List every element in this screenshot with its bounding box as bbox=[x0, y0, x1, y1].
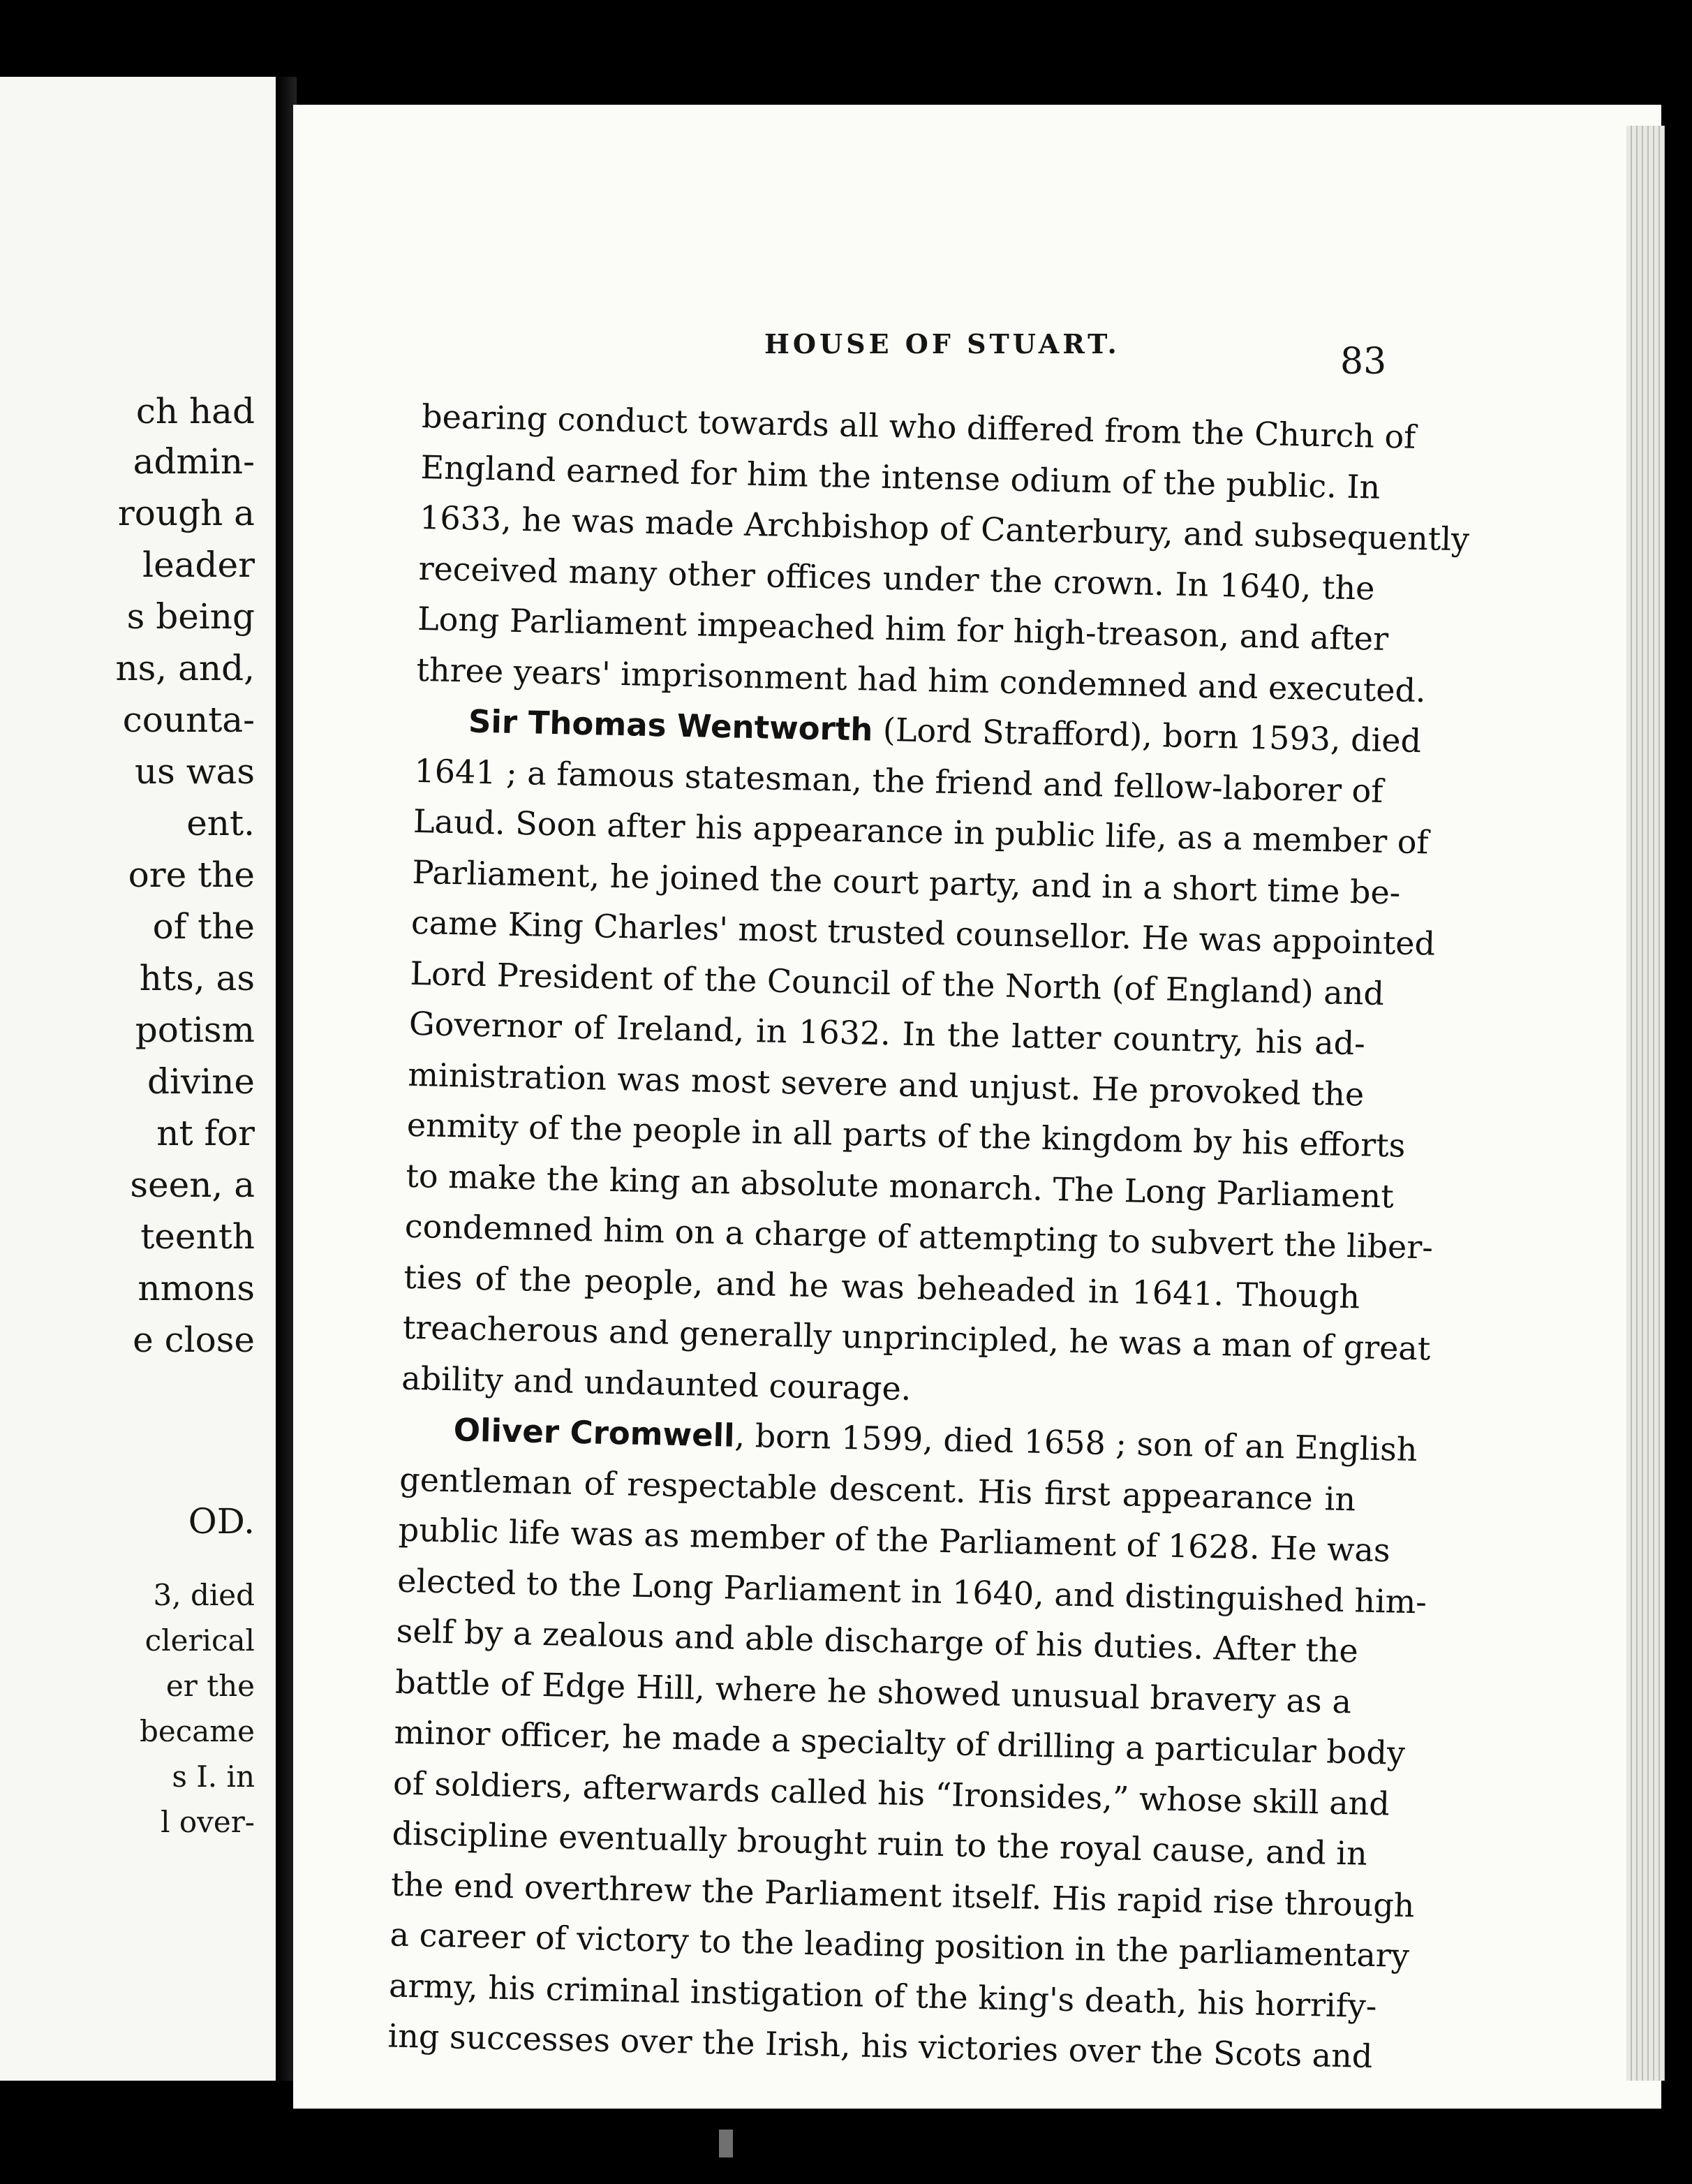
left-page-fragment: us was bbox=[134, 751, 255, 792]
text-line: bearing conduct towards all who differed from the Church of bbox=[421, 397, 1416, 456]
text-line: a career of victory to the leading position in the parliamentary bbox=[389, 1915, 1410, 1975]
text-line: 1641 ; a famous statesman, the friend and fellow-laborer of bbox=[414, 751, 1383, 810]
running-head: HOUSE OF STUART. bbox=[764, 328, 1120, 360]
left-page-fragment: became bbox=[140, 1714, 255, 1748]
text-line: Long Parliament impeached him for high-treason, and after bbox=[417, 599, 1389, 658]
text-line: came King Charles' most trusted counsellor. He was appointed bbox=[410, 903, 1436, 963]
text-line: elected to the Long Parliament in 1640, and distinguished him- bbox=[396, 1561, 1427, 1621]
text-line: gentleman of respectable descent. His first appearance in bbox=[399, 1460, 1356, 1518]
page-number: 83 bbox=[1340, 341, 1387, 383]
text-line: 1633, he was made Archbishop of Canterbury, and subsequently bbox=[419, 498, 1470, 559]
left-page-fragment: teenth bbox=[140, 1216, 255, 1257]
text-line: Lord President of the Council of the North (of England) and bbox=[409, 954, 1385, 1012]
text-line: ability and undaunted courage. bbox=[401, 1359, 912, 1408]
left-page-fragment: divine bbox=[147, 1061, 255, 1102]
left-page-fragment: nt for bbox=[156, 1113, 255, 1153]
text-line: ties of the people, and he was beheaded in 1641. Though bbox=[403, 1257, 1360, 1315]
left-page-fragment: er the bbox=[165, 1669, 255, 1703]
text-line: treacherous and generally unprincipled, he was a man of great bbox=[402, 1308, 1431, 1368]
page-edges bbox=[1626, 126, 1665, 2081]
left-page-fragment: counta- bbox=[122, 700, 255, 740]
text-line: enmity of the people in all parts of the kingdom by his efforts bbox=[406, 1105, 1406, 1165]
left-page-fragment: ore the bbox=[128, 855, 255, 895]
left-page-fragment: s being bbox=[126, 596, 255, 637]
text-line: three years' imprisonment had him condemned and executed. bbox=[416, 650, 1427, 709]
text-line: Parliament, he joined the court party, and in a short time be- bbox=[412, 853, 1401, 911]
left-page-fragment: l over- bbox=[161, 1805, 255, 1839]
left-page-fragment: s I. in bbox=[172, 1759, 255, 1794]
scan-artifact bbox=[719, 2130, 733, 2157]
left-page-fragment: nmons bbox=[138, 1268, 255, 1308]
left-page-fragment: clerical bbox=[144, 1623, 255, 1658]
left-page-fragment: e close bbox=[133, 1320, 255, 1360]
entry-name-wentworth: Sir Thomas Wentworth bbox=[468, 702, 873, 748]
left-page-fragment: potism bbox=[135, 1010, 255, 1050]
facing-page-left bbox=[0, 77, 279, 2081]
text-line: minor officer, he made a specialty of drilling a particular body bbox=[394, 1713, 1406, 1772]
body-text bbox=[387, 391, 1470, 2081]
text-line: ing successes over the Irish, his victories over the Scots and bbox=[387, 2016, 1373, 2076]
left-page-fragment: admin- bbox=[133, 441, 255, 482]
left-page-fragment: of the bbox=[152, 906, 255, 947]
entry-first-line-rest: , born 1599, died 1658 ; son of an English bbox=[734, 1416, 1418, 1469]
left-page-fragment: OD. bbox=[188, 1501, 255, 1542]
left-page-fragment: leader bbox=[142, 545, 255, 585]
text-line: discipline eventually brought ruin to the royal cause, and in bbox=[392, 1814, 1368, 1873]
text-line: to make the king an absolute monarch. The Long Parliament bbox=[405, 1156, 1395, 1215]
text-line: the end overthrew the Parliament itself. His rapid rise through bbox=[390, 1865, 1415, 1924]
text-line: army, his criminal instigation of the king's death, his horrify- bbox=[388, 1966, 1377, 2025]
text-line: ministration was most severe and unjust. He provoked the bbox=[407, 1055, 1365, 1113]
text-line: battle of Edge Hill, where he showed unusual bravery as a bbox=[394, 1662, 1352, 1720]
text-line: self by a zealous and able discharge of his duties. After the bbox=[396, 1611, 1359, 1670]
left-page-fragment: seen, a bbox=[130, 1165, 255, 1205]
left-page-fragment: ent. bbox=[186, 803, 255, 843]
text-line: Governor of Ireland, in 1632. In the latter country, his ad- bbox=[408, 1004, 1366, 1063]
left-page-fragment: ns, and, bbox=[115, 648, 255, 688]
left-page-fragment: rough a bbox=[117, 493, 255, 533]
entry-name-cromwell: Oliver Cromwell bbox=[453, 1411, 736, 1454]
text-line: condemned him on a charge of attempting to subvert the liber- bbox=[404, 1207, 1434, 1267]
text-line: Laud. Soon after his appearance in public life, as a member of bbox=[413, 802, 1430, 862]
left-page-fragment: ch had bbox=[135, 391, 255, 431]
left-page-fragment: 3, died bbox=[153, 1578, 255, 1612]
text-line: of soldiers, afterwards called his “Ironsides,” whose skill and bbox=[392, 1764, 1390, 1822]
entry-first-line-rest: (Lord Strafford), born 1593, died bbox=[872, 710, 1422, 760]
text-line: received many other offices under the crown. In 1640, the bbox=[418, 549, 1375, 607]
text-line: England earned for him the intense odium of the public. In bbox=[420, 448, 1381, 506]
text-line: public life was as member of the Parliament of 1628. He was bbox=[398, 1510, 1391, 1570]
left-page-fragment: hts, as bbox=[139, 958, 255, 998]
